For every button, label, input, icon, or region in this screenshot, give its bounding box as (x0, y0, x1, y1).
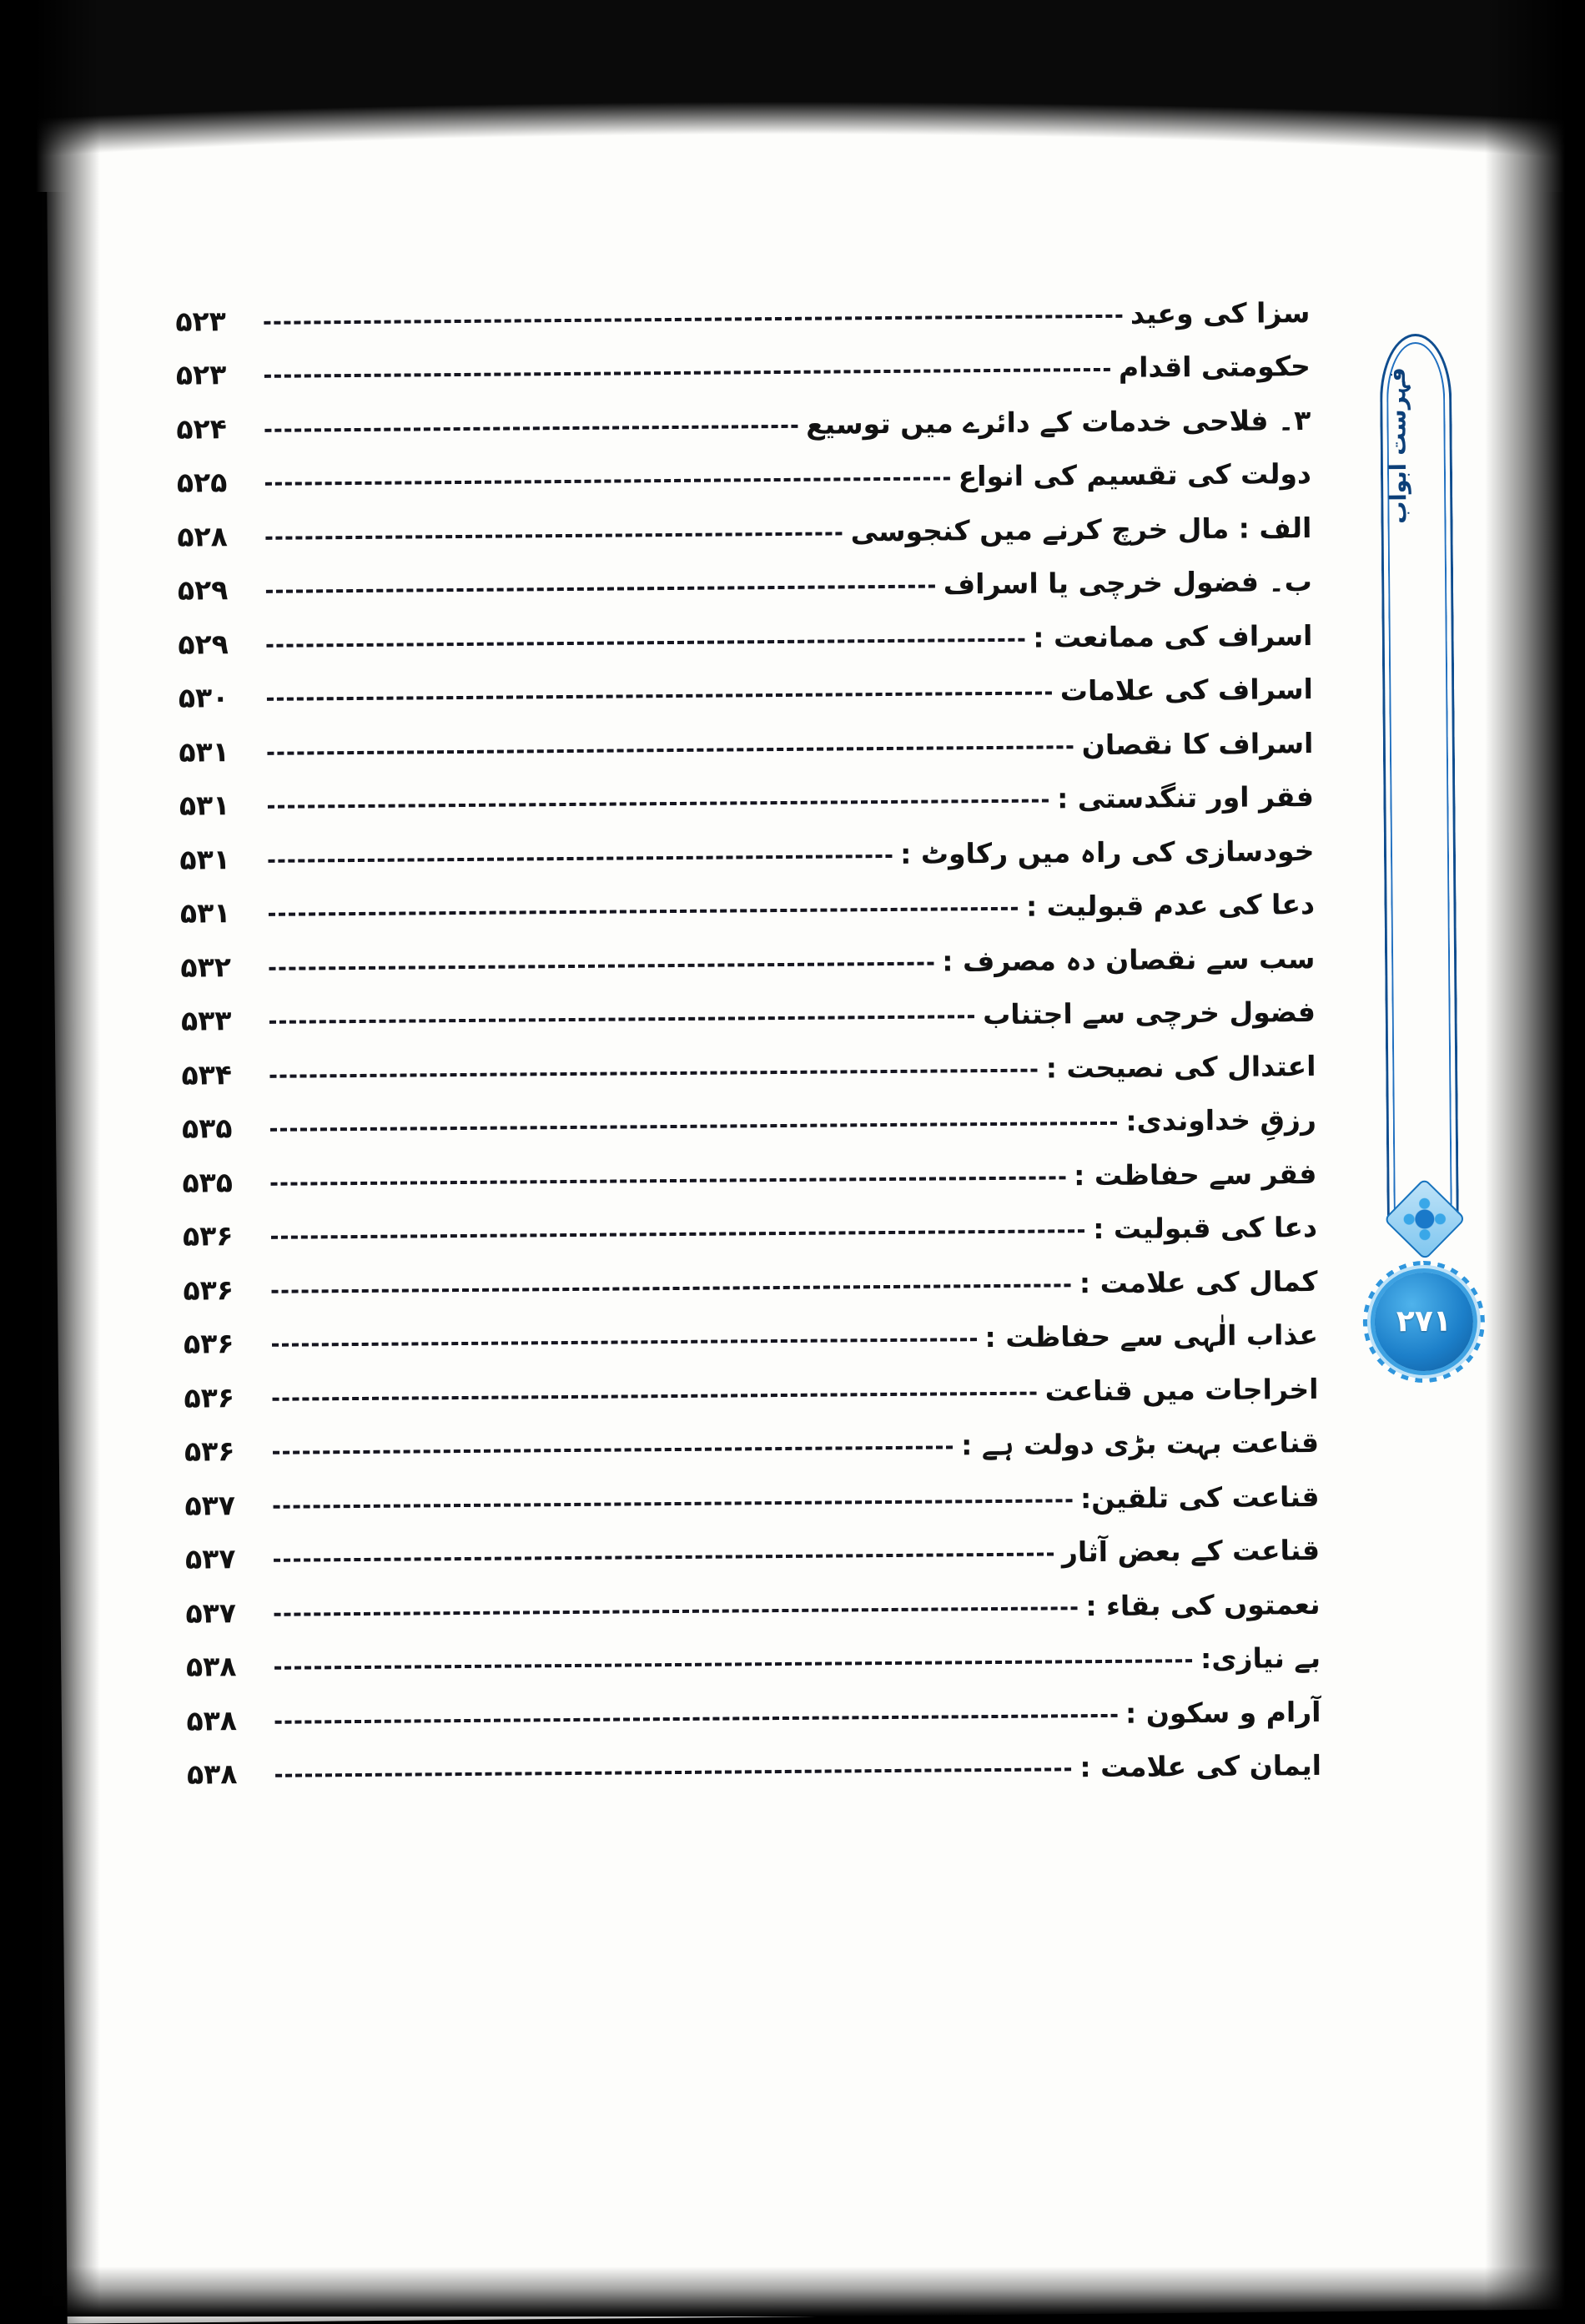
toc-leader-dots (274, 1659, 1192, 1670)
toc-entry-title: ایمان کی علامت : (1079, 1748, 1322, 1784)
toc-entry-page-number: ۵۲۹ (177, 573, 229, 607)
toc-entry-title: ب۔ فضول خرچی یا اسراف (943, 564, 1313, 601)
toc-leader-dots (264, 368, 1110, 378)
toc-leader-dots (266, 585, 935, 593)
toc-leader-dots (264, 424, 798, 431)
toc-entry-page-number: ۵۲۳ (175, 304, 226, 338)
toc-leader-dots (274, 1499, 1073, 1509)
toc-entry-title: اسراف کا نقصان (1081, 726, 1314, 761)
toc-leader-dots (273, 1445, 953, 1454)
toc-entry-page-number: ۵۲۴ (176, 411, 227, 446)
toc-entry-row (180, 921, 1315, 984)
toc-entry-title: فضول خرچی سے اجتناب (983, 995, 1316, 1031)
toc-entry-title: سب سے نقصان دہ مصرف : (942, 941, 1316, 977)
toc-entry-row (177, 491, 1311, 553)
toc-entry-title: فقر اور تنگدستی : (1056, 779, 1315, 815)
toc-leader-dots (270, 1122, 1117, 1132)
toc-entry-row (182, 1082, 1316, 1145)
page-left-scan-shadow (0, 0, 100, 2316)
toc-entry-row (179, 759, 1314, 822)
toc-entry-row (183, 1244, 1317, 1307)
toc-entry-page-number: ۵۳۶ (184, 1434, 235, 1468)
toc-entry-title: دولت کی تقسیم کی انواع (958, 456, 1312, 493)
toc-entry-page-number: ۵۳۷ (184, 1542, 236, 1575)
toc-entry-page-number: ۵۳۱ (179, 896, 231, 930)
floral-diamond-icon (1385, 1177, 1461, 1268)
table-of-contents-list (175, 275, 1321, 1792)
toc-entry-row (179, 814, 1314, 876)
toc-leader-dots (269, 961, 933, 970)
toc-entry-row (185, 1567, 1320, 1630)
toc-entry-title: خودسازی کی راہ میں رکاوٹ : (900, 834, 1315, 870)
toc-entry-title: قناعت بہت بڑی دولت ہے : (960, 1425, 1320, 1462)
toc-entry-page-number: ۵۲۳ (175, 358, 227, 391)
toc-entry-title: رزقِ خداوندی: (1125, 1102, 1317, 1137)
toc-entry-row (181, 1029, 1316, 1091)
toc-leader-dots (271, 1229, 1084, 1239)
page-number-text: ۲۷۱ (1396, 1303, 1452, 1339)
toc-leader-dots (268, 799, 1049, 808)
toc-entry-row (186, 1621, 1321, 1683)
toc-entry-page-number: ۵۳۶ (183, 1273, 234, 1307)
toc-leader-dots (274, 1552, 1054, 1561)
floral-diamond-shape (1383, 1177, 1466, 1260)
toc-entry-page-number: ۵۳۴ (181, 1057, 233, 1091)
toc-leader-dots (269, 1068, 1037, 1077)
toc-entry-row (178, 544, 1312, 607)
toc-entry-page-number: ۵۳۶ (183, 1327, 234, 1360)
toc-leader-dots (267, 745, 1073, 755)
toc-entry-row (186, 1675, 1321, 1737)
toc-entry-page-number: ۵۲۵ (176, 466, 228, 499)
toc-entry-title: فقر سے حفاظت : (1074, 1157, 1317, 1192)
toc-entry-row (185, 1513, 1320, 1575)
toc-entry-page-number: ۵۳۸ (186, 1757, 238, 1791)
page-top-curved-edge (0, 0, 1585, 192)
toc-entry-title: بے نیازی: (1200, 1641, 1321, 1676)
toc-leader-dots (275, 1767, 1071, 1777)
toc-leader-dots (272, 1283, 1071, 1293)
toc-entry-page-number: ۵۳۳ (180, 1004, 232, 1037)
toc-leader-dots (265, 476, 950, 485)
toc-entry-row (187, 1728, 1321, 1791)
toc-entry-page-number: ۵۳۵ (181, 1112, 233, 1145)
side-ornament-band (1348, 333, 1492, 1569)
toc-leader-dots (267, 691, 1052, 700)
toc-entry-row (176, 329, 1311, 391)
toc-leader-dots (266, 638, 1024, 647)
toc-entry-row (181, 975, 1316, 1037)
toc-entry-page-number: ۵۳۶ (184, 1380, 235, 1414)
toc-entry-page-number: ۵۳۱ (179, 789, 230, 822)
toc-entry-row (177, 436, 1311, 499)
toc-entry-title: آرام و سکون : (1125, 1695, 1321, 1730)
toc-entry-row (184, 1405, 1319, 1468)
toc-leader-dots (272, 1338, 977, 1347)
toc-entry-page-number: ۵۳۷ (185, 1596, 237, 1630)
toc-entry-row (182, 1137, 1316, 1199)
toc-entry-row (176, 383, 1311, 446)
toc-leader-dots (273, 1391, 1037, 1400)
toc-entry-title: عذاب الٰہی سے حفاظت : (984, 1318, 1319, 1354)
toc-leader-dots (268, 854, 892, 862)
toc-entry-row (178, 598, 1312, 661)
toc-entry-row (179, 706, 1313, 769)
toc-entry-page-number: ۵۳۱ (179, 842, 231, 876)
toc-entry-page-number: ۵۳۷ (184, 1488, 236, 1522)
toc-leader-dots (275, 1713, 1118, 1723)
page-right-scan-shadow (1485, 0, 1585, 2316)
toc-entry-page-number: ۵۳۰ (178, 681, 229, 714)
toc-entry-title: نعمتوں کی بقاء : (1085, 1587, 1321, 1622)
toc-leader-dots (264, 314, 1122, 324)
toc-entry-row (184, 1352, 1318, 1414)
toc-entry-page-number: ۵۲۹ (178, 627, 229, 661)
toc-entry-row (179, 652, 1313, 714)
toc-entry-row (184, 1459, 1319, 1522)
toc-leader-dots (269, 907, 1018, 916)
toc-entry-page-number: ۵۲۸ (177, 519, 229, 553)
toc-entry-page-number: ۵۳۶ (182, 1219, 234, 1253)
page-bottom-scan-shadow (0, 2266, 1585, 2316)
toc-entry-title: ۳۔ فلاحی خدمات کے دائرے میں توسیع (805, 403, 1311, 441)
toc-entry-title: اعتدال کی نصیحت : (1045, 1049, 1316, 1085)
toc-entry-page-number: ۵۳۲ (180, 950, 232, 984)
toc-entry-title: سزا کی وعید (1130, 295, 1311, 330)
toc-leader-dots (274, 1606, 1078, 1616)
toc-entry-title: اسراف کی ممانعت : (1033, 618, 1313, 654)
toc-entry-row (180, 867, 1315, 930)
toc-entry-page-number: ۵۳۸ (186, 1703, 238, 1737)
toc-entry-title: الف : مال خرچ کرنے میں کنجوسی (850, 511, 1312, 547)
toc-entry-title: قناعت کے بعض آثار (1061, 1533, 1321, 1569)
toc-entry-title: دعا کی قبولیت : (1093, 1210, 1318, 1246)
toc-entry-title: اسراف کی علامات (1059, 672, 1314, 708)
side-band-title: فہرست ابواب (1384, 367, 1412, 524)
toc-entry-page-number: ۵۳۸ (185, 1650, 237, 1683)
toc-entry-row (183, 1190, 1317, 1253)
toc-entry-title: دعا کی عدم قبولیت : (1025, 887, 1316, 923)
toc-leader-dots (265, 532, 842, 539)
toc-entry-title: اخراجات میں قناعت (1044, 1372, 1319, 1408)
page-number-badge (1374, 1272, 1473, 1371)
toc-entry-title: قناعت کی تلقین: (1079, 1480, 1320, 1515)
toc-entry-page-number: ۵۳۵ (182, 1165, 234, 1199)
toc-entry-title: حکومتی اقدام (1118, 349, 1311, 384)
toc-entry-row (175, 275, 1310, 338)
toc-leader-dots (270, 1176, 1065, 1185)
toc-entry-row (184, 1298, 1318, 1360)
toc-entry-page-number: ۵۳۱ (179, 734, 230, 769)
toc-entry-title: کمال کی علامت : (1079, 1264, 1318, 1299)
toc-leader-dots (269, 1015, 974, 1024)
